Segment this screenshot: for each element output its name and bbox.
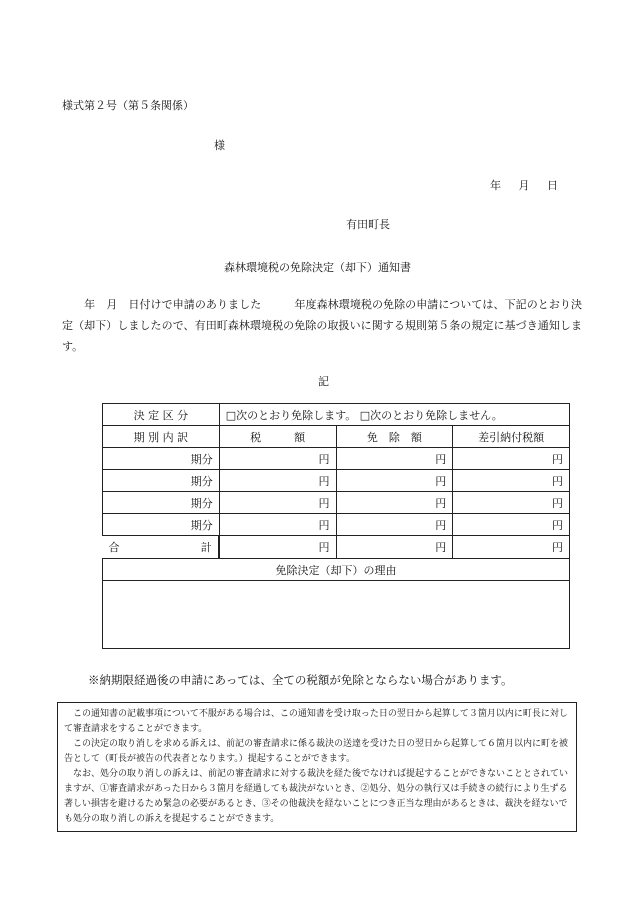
col-header-period: 期 別 内 訳	[103, 426, 220, 448]
decision-row	[103, 404, 570, 426]
period-label: 期分	[103, 492, 220, 514]
period-label: 期分	[103, 448, 220, 470]
date-day: 日	[547, 179, 558, 192]
yen-unit: 円	[453, 514, 570, 536]
document-title: 森林環境税の免除決定（却下）通知書	[224, 261, 411, 274]
col-header-exempt: 免 除 額	[336, 426, 453, 448]
reason-box	[103, 581, 570, 649]
yen-unit: 円	[336, 470, 453, 492]
yen-unit: 円	[219, 470, 336, 492]
total-label	[103, 536, 219, 558]
body-paragraph: 年 月 日付けで申請のありました 年度森林環境税の免除の申請については、下記のとおり決定（却下）しましたので、有田町森林環境税の免除の取扱いに関する規則第５条の規定に基づき通知します。	[62, 298, 582, 353]
table-row	[103, 492, 570, 514]
col-header-net: 差引納付税額	[453, 426, 570, 448]
table-row	[103, 470, 570, 492]
period-label: 期分	[103, 470, 220, 492]
appeal-notice-box	[57, 702, 577, 832]
date-line	[490, 177, 572, 193]
yen-unit: 円	[336, 514, 453, 536]
yen-unit: 円	[219, 536, 336, 559]
yen-unit: 円	[453, 448, 570, 470]
ki-label: 記	[318, 375, 329, 388]
yen-unit: 円	[219, 514, 336, 536]
total-label-a: 合	[108, 541, 120, 554]
reason-row	[103, 581, 570, 649]
yen-unit: 円	[219, 448, 336, 470]
appeal-paragraph-3: なお、処分の取り消しの訴えは、前記の審査請求に対する裁決を経た後でなければ提起することができないこととされていますが、①審査請求があった日から３箇月を経過しても裁決がないとき、②処分、処分の執行又は手続きの続行により生ずる著しい損害を避けるため緊急の必要があるとき、③その他裁決を経ないことにつき正当な理由があるときは、裁決を経ないでも処分の取り消しの訴えを提起することができます。	[64, 769, 569, 824]
issuer: 有田町長	[346, 218, 390, 231]
deadline-note: ※納期限経過後の申請にあっては、全ての税額が免除とならない場合があります。	[88, 673, 513, 687]
period-label: 期分	[103, 514, 220, 536]
total-row	[103, 536, 570, 559]
addressee-suffix: 様	[214, 139, 225, 152]
yen-unit: 円	[453, 470, 570, 492]
reason-label: 免除決定（却下）の理由	[103, 559, 570, 581]
yen-unit: 円	[219, 492, 336, 514]
form-number: 様式第２号（第５条関係）	[62, 99, 194, 112]
exemption-table	[102, 403, 570, 649]
table-row	[103, 448, 570, 470]
date-month: 月	[518, 179, 530, 192]
appeal-paragraph-1: この通知書の記載事項について不服がある場合は、この通知書を受け取った日の翌日から起算して３箇月以内に町長に対して審査請求をすることができます。	[64, 709, 568, 734]
table-row	[103, 514, 570, 536]
yen-unit: 円	[453, 492, 570, 514]
decision-options: □次のとおり免除します。 □次のとおり免除しません。	[219, 404, 569, 426]
decision-label: 決 定 区 分	[103, 404, 220, 426]
total-label-b: 計	[200, 541, 212, 554]
appeal-paragraph-2: この決定の取り消しを求める訴えは、前記の審査請求に係る裁決の送達を受けた日の翌日から起算して６箇月以内に町を被告として（町長が被告の代表者となります。）提起することができます。	[64, 739, 569, 764]
col-header-tax: 税 額	[219, 426, 336, 448]
yen-unit: 円	[453, 536, 570, 559]
yen-unit: 円	[336, 448, 453, 470]
yen-unit: 円	[336, 492, 453, 514]
header-row	[103, 426, 570, 448]
reason-header-row	[103, 559, 570, 581]
date-year: 年	[490, 179, 501, 192]
yen-unit: 円	[336, 536, 453, 559]
